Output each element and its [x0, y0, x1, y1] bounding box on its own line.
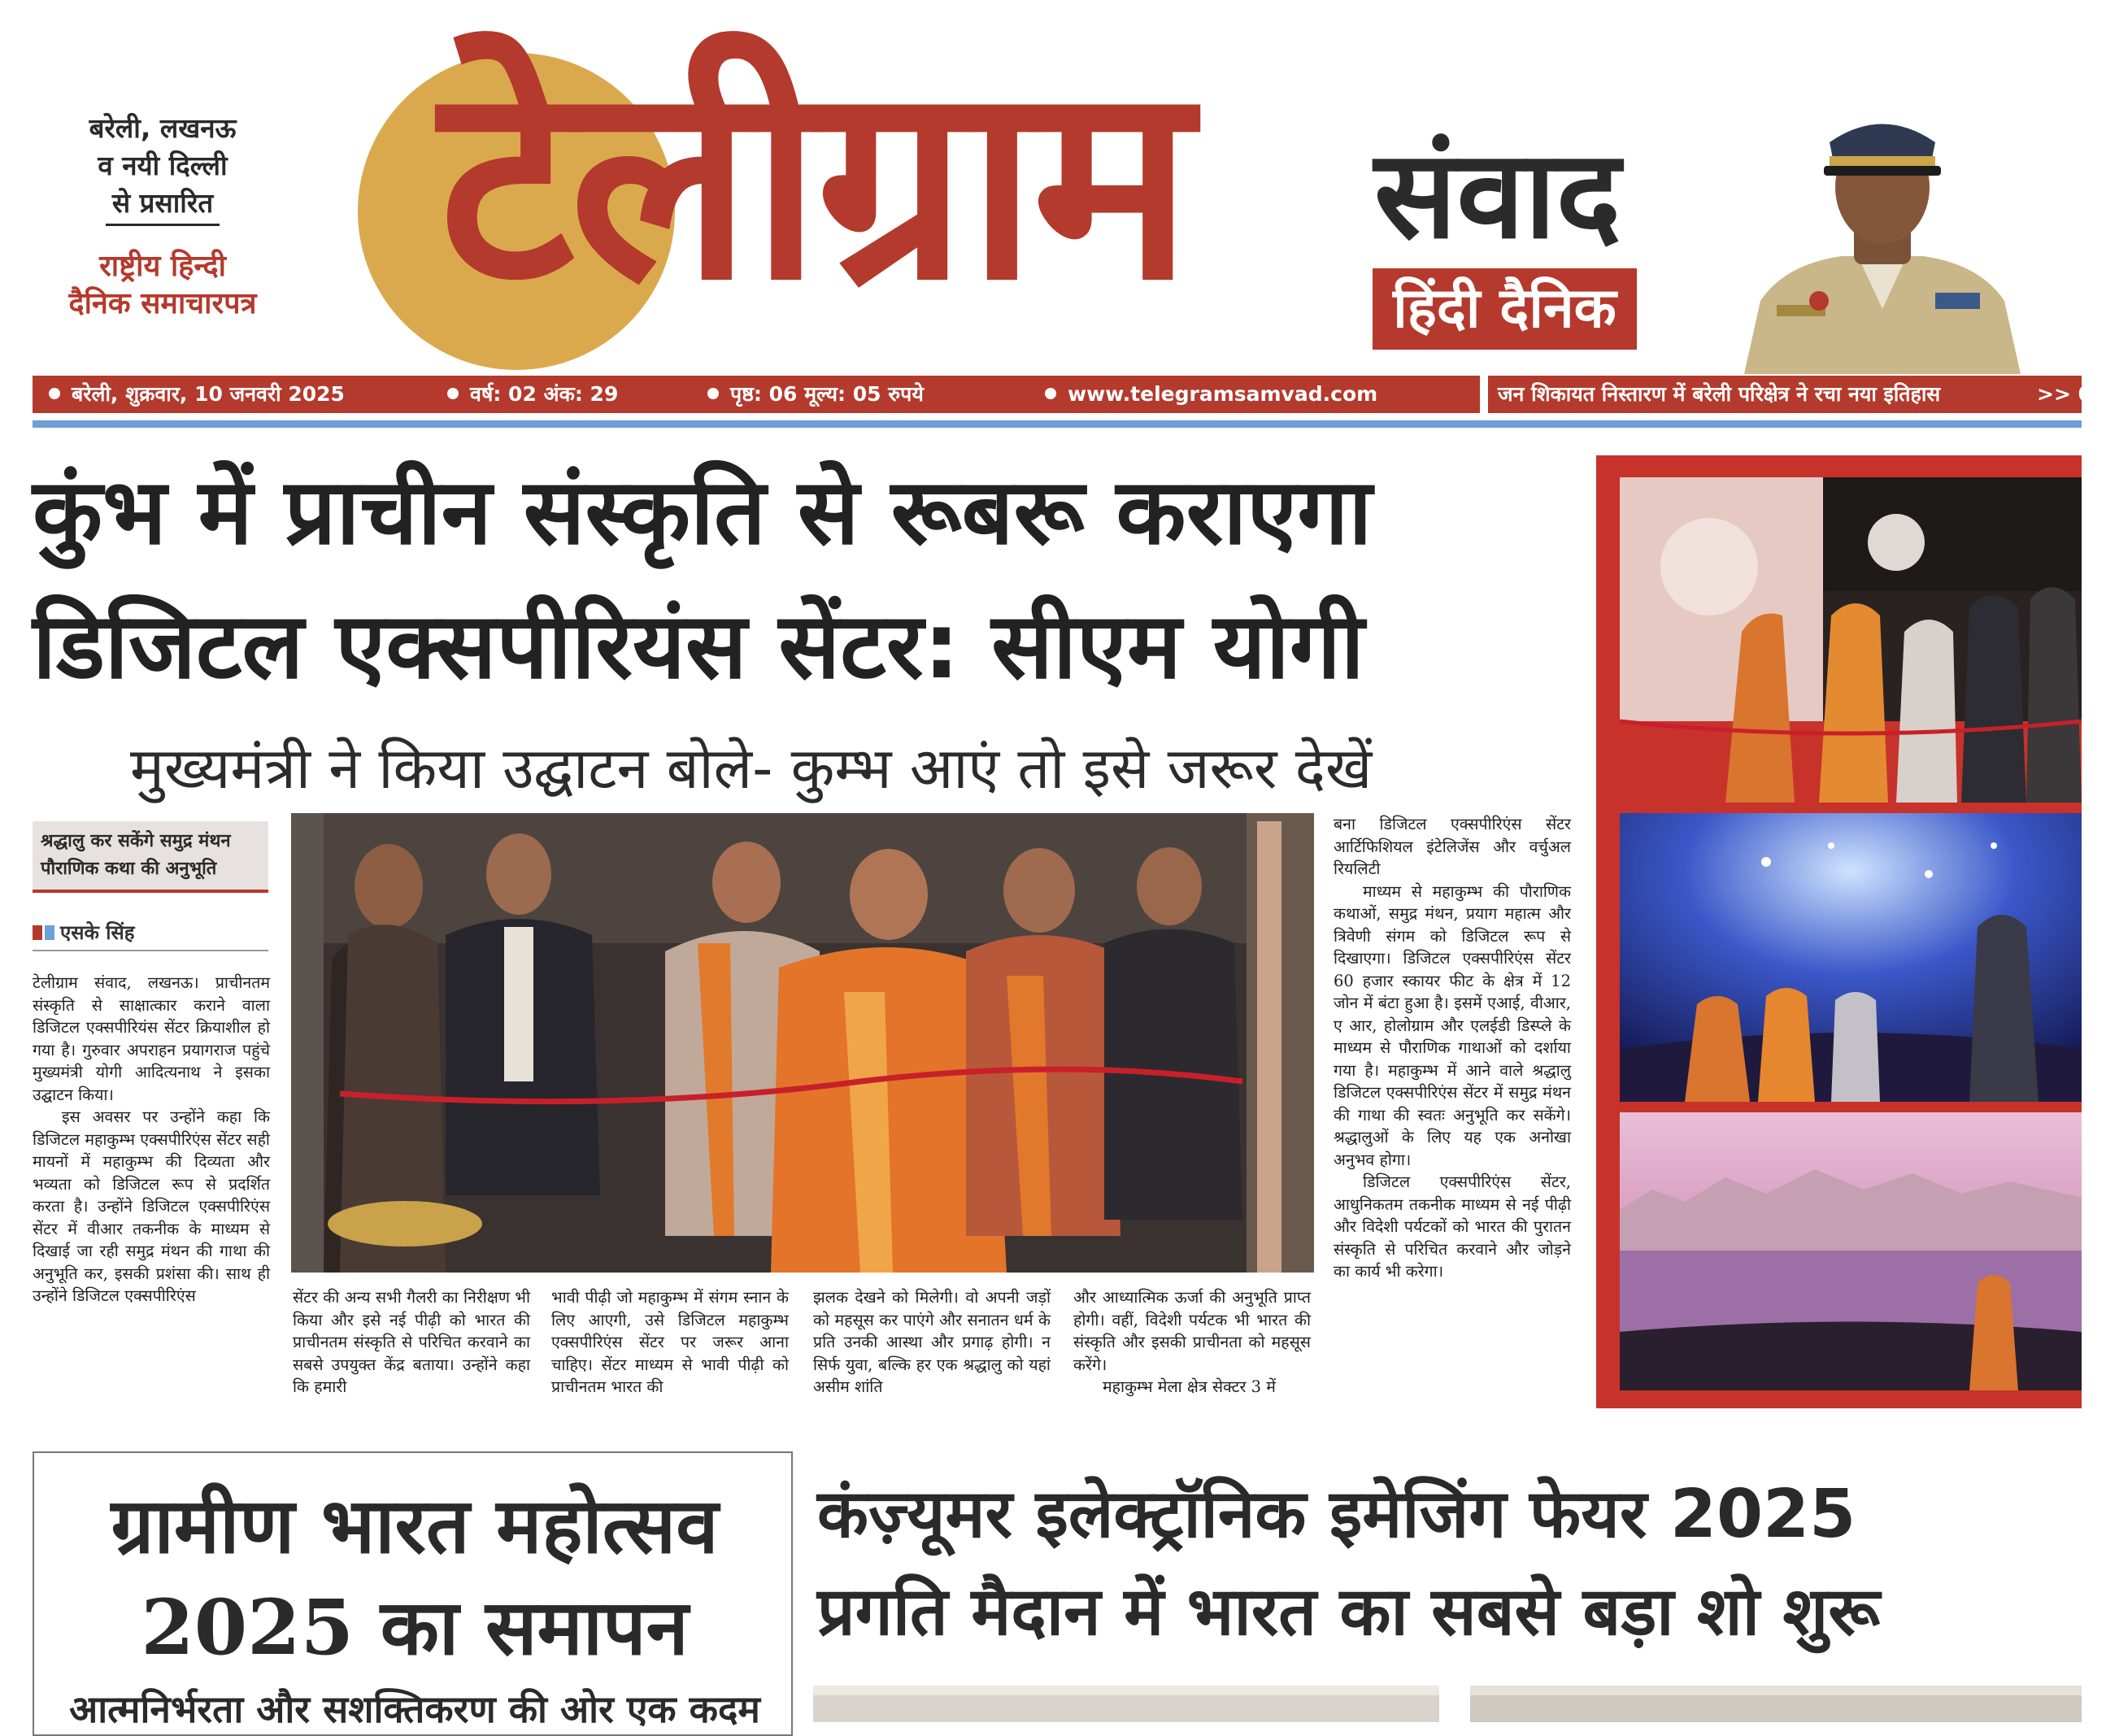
- website-link[interactable]: www.telegramsamvad.com: [1045, 376, 1377, 413]
- headline-ticker[interactable]: [1488, 376, 2106, 413]
- broadcast-line: से प्रसारित: [111, 187, 214, 219]
- masthead-brand-title: टेलीग्राम: [439, 27, 1188, 339]
- masthead-brand-subtitle: संवाद: [1374, 124, 1621, 266]
- story2-headline-line2: 2025 का समापन: [141, 1583, 689, 1673]
- lead-column-3: [551, 1286, 789, 1425]
- story3-photo-right: [1470, 1686, 2082, 1722]
- lead-column-6: [1334, 813, 1571, 1425]
- lead-headline-line1: कुंभ में प्राचीन संस्कृति से रूबरू कराएगा: [33, 459, 1373, 565]
- byline-marker-icon: [45, 925, 54, 940]
- lead-column-4: [813, 1286, 1051, 1425]
- ticker-text: जन शिकायत निस्तारण में बरेली परिक्षेत्र ने रचा नया इतिहास: [1498, 382, 1941, 406]
- lead-subheadline: मुख्यमंत्री ने किया उद्घाटन बोले- कुम्भ आएं तो इसे जरूर देखें: [130, 735, 1373, 802]
- lead-byline: एसके सिंह: [60, 921, 135, 944]
- info-bar: [33, 376, 1480, 413]
- ticker-page-ref: >> 04: [2037, 382, 2106, 406]
- paragraph: महाकुम्भ मेला क्षेत्र सेक्टर 3 में: [1103, 1377, 1276, 1396]
- paragraph: डिजिटल एक्सपीरिएंस सेंटर, आधुनिकतम तकनीक माध्यम से नई पीढ़ी और विदेशी पर्यटकों को भारत की पुरातन संस्कृति से परिचित करवाने और जोड़ने का कार्य भी करेगा।: [1334, 1173, 1571, 1281]
- paragraph: सेंटर की अन्य सभी गैलरी का निरीक्षण भी किया और इसे नई पीढ़ी को भारत की प्राचीनतम संस्कृति से परिचित करवाने का सबसे उपयुक्त केंद्र बताया। उन्होंने कहा कि हमारी: [293, 1288, 530, 1396]
- lead-inauguration-photo: [291, 813, 1314, 1273]
- story2-subheadline: आत्मनिर्भरता और सशक्तिकरण की ओर एक कदम: [69, 1687, 760, 1731]
- broadcast-line: बरेली, लखनऊ: [89, 112, 237, 144]
- lead-headline-line2: डिजिटल एक्सपीरियंस सेंटर: सीएम योगी: [33, 594, 1364, 699]
- paragraph: इस अवसर पर उन्होंने कहा कि डिजिटल महाकुम्भ एक्सपीरिएंस सेंटर सही मायनों में महाकुम्भ की दिव्यता और भव्यता को डिजिटल रूप से प्रदर्शित करता है। उन्होंने डिजिटल एक्सपीरिएंस सेंटर में वीआर तकनीक के माध्यम से दिखाई जा रही समुद्र मंथन की गाथा की अनुभूति कर, इसकी प्रशंसा की। साथ ही उन्होंने डिजिटल एक्सपीरिएंस: [33, 1107, 270, 1305]
- paragraph: भावी पीढ़ी जो महाकुम्भ में संगम स्नान के लिए आएगी, उसे डिजिटल महाकुम्भ एक्सपीरिएंस सेंटर पर जरूर आना चाहिए। सेंटर माध्यम से भावी पीढ़ी को प्राचीनतम भारत की: [551, 1288, 789, 1396]
- section-rule: [33, 420, 2082, 428]
- story3-headline-line1: कंज़्यूमर इलेक्ट्रॉनिक इमेजिंग फेयर 2025: [817, 1476, 1856, 1553]
- paragraph: और आध्यात्मिक ऊर्जा की अनुभूति प्राप्त होगी। वहीं, विदेशी पर्यटक भी भारत की संस्कृति और इसकी प्राचीनता को महसूस करेंगे।: [1073, 1288, 1311, 1374]
- broadcast-line: व नयी दिल्ली: [98, 150, 228, 181]
- issue-date: बरेली, शुक्रवार, 10 जनवरी 2025: [49, 376, 345, 413]
- byline-divider: [33, 950, 268, 951]
- issue-pages-price: पृष्ठ: 06 मूल्य: 05 रुपये: [707, 376, 924, 413]
- gallery-photo-ribbon-cutting: [1620, 477, 2082, 803]
- story3-photo-left: [813, 1686, 1439, 1722]
- lead-column-1: [33, 972, 270, 1423]
- gallery-photo-dome-visit: [1620, 813, 2082, 1102]
- masthead-broadcast-note: [33, 110, 293, 222]
- kicker-line: श्रद्धालु कर सकेंगे समुद्र मंथन: [41, 831, 231, 851]
- bullet-icon: [1045, 388, 1056, 399]
- issue-volume: वर्ष: 02 अंक: 29: [447, 376, 618, 413]
- kicker-line: पौराणिक कथा की अनुभूति: [41, 859, 217, 879]
- lead-column-5: [1073, 1286, 1311, 1425]
- story2-headline-line1: ग्रामीण भारत महोत्सव: [111, 1481, 719, 1571]
- paragraph: टेलीग्राम संवाद, लखनऊ। प्राचीनतम संस्कृति से साक्षात्कार कराने वाला डिजिटल एक्सपीरियंस सेंटर क्रियाशील हो गया है। गुरुवार अपराहन प्रयागराज पहुंचे मुख्यमंत्री योगी आदित्यनाथ ने इसका उद्घाटन किया।: [33, 973, 270, 1104]
- broadcast-divider: [106, 224, 220, 226]
- officer-portrait-photo: [1728, 98, 2037, 374]
- paragraph: झलक देखने को मिलेगी। वो अपनी जड़ों को महसूस कर पाएंगे और सनातन धर्म के प्रति उनकी आस्था और प्रगाढ़ होगी। न सिर्फ युवा, बल्कि हर एक श्रद्धालु को यहां असीम शांति: [813, 1288, 1051, 1396]
- tagline-line: दैनिक समाचारपत्र: [68, 287, 257, 320]
- bullet-icon: [49, 388, 60, 399]
- masthead-national-tagline: [24, 248, 301, 323]
- story3-headline-line2: प्रगति मैदान में भारत का सबसे बड़ा शो शुरू: [817, 1573, 1881, 1651]
- bullet-icon: [707, 388, 719, 399]
- byline-marker-icon: [33, 925, 42, 940]
- masthead-daily-label: हिंदी दैनिक: [1373, 268, 1637, 350]
- bullet-icon: [447, 388, 459, 399]
- paragraph: बना डिजिटल एक्सपीरिएंस सेंटर आर्टिफिशियल इंटेलिजेंस और वर्चुअल रियलिटी: [1334, 815, 1571, 878]
- gallery-photo-ghat-display: [1620, 1112, 2082, 1390]
- paragraph: माध्यम से महाकुम्भ की पौराणिक कथाओं, समुद्र मंथन, प्रयाग महात्म और त्रिवेणी संगम को डिजिटल रूप से दिखाएगा। डिजिटल एक्सपीरिएंस सेंटर 60 हजार स्कायर फीट के क्षेत्र में 12 जोन में बंटा हुआ है। इसमें एआई, वीआर, ए आर, होलोग्राम और एलईडी डिस्प्ले के माध्यम से पौराणिक गाथाओं को दर्शाया गया है। महाकुम्भ में आने वाले श्रद्धालु डिजिटल एक्सपीरिएंस सेंटर में समुद्र मंथन की गाथा की स्वतः अनुभूति कर सकेंगे। श्रद्धालुओं के लिए यह एक अनोखा अनुभव होगा।: [1334, 881, 1571, 1169]
- lead-column-2: [293, 1286, 530, 1425]
- tagline-line: राष्ट्रीय हिन्दी: [99, 250, 226, 283]
- lead-kicker-box: [33, 821, 268, 893]
